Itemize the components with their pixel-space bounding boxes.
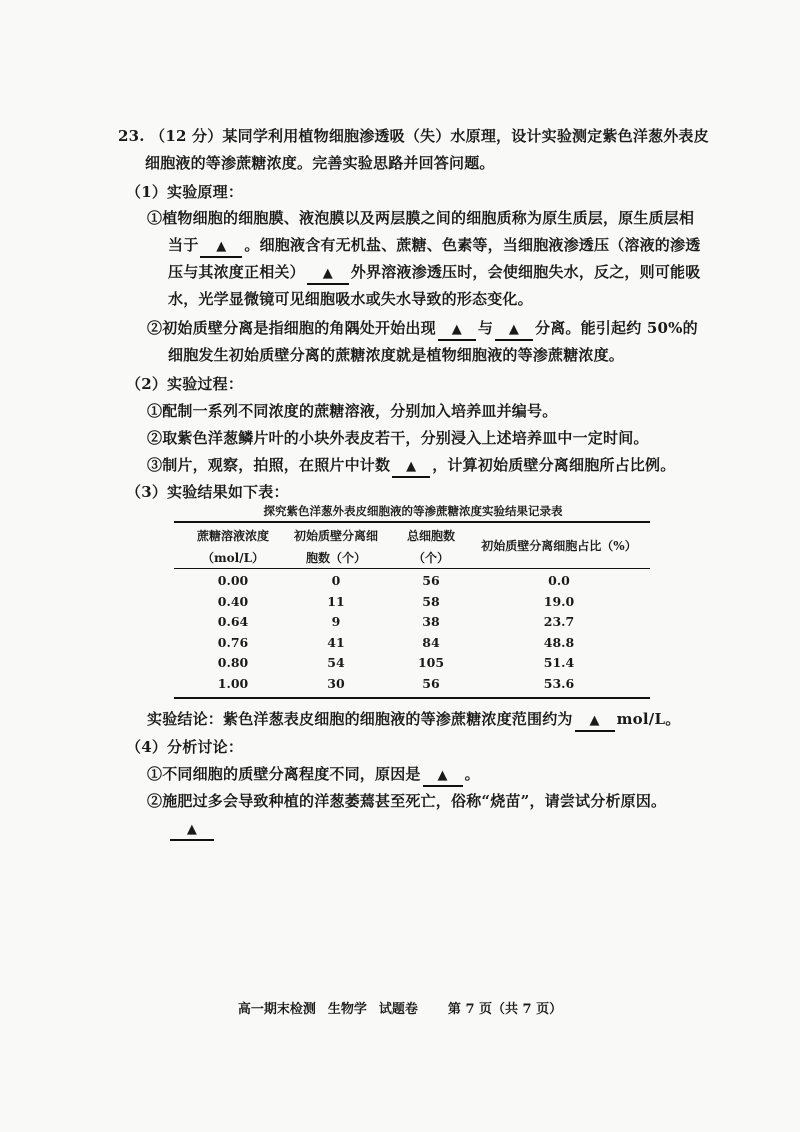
text-segment: 分离。能引起约 50%的 xyxy=(535,319,698,337)
table-header-concentration xyxy=(178,525,288,569)
part4-question1 xyxy=(147,764,480,787)
text-segment: 。 xyxy=(464,765,480,783)
text-segment: 。细胞液含有无机盐、蔗糖、色素等，当细胞液渗透压（溶液的渗透 xyxy=(244,236,701,254)
part4-question2: ②施肥过多会导致种植的洋葱萎蔫甚至死亡，俗称“烧苗”，请尝试分析原因。 xyxy=(147,792,667,810)
table-cell: 0.76 xyxy=(217,634,249,650)
table-cell: 9 xyxy=(331,614,341,629)
answer-blank-1[interactable] xyxy=(200,236,242,258)
part4-heading: （4）分析讨论： xyxy=(126,738,244,756)
header-line: 初始质壁分离细 xyxy=(293,529,378,543)
footer-subject: 生物学 xyxy=(327,1002,367,1017)
part2-step2: ②取紫色洋葱鳞片叶的小块外表皮若干，分别浸入上述培养皿中一定时间。 xyxy=(147,429,649,447)
part1-heading: （1）实验原理： xyxy=(126,183,244,201)
table-cell: 58 xyxy=(422,593,440,609)
answer-blank-4[interactable] xyxy=(495,319,533,341)
table-cell: 0 xyxy=(331,573,341,588)
table-cell: 11 xyxy=(327,593,345,609)
table-bottom-rule xyxy=(174,697,650,699)
triangle-icon: ▲ xyxy=(589,713,600,728)
part2-step3 xyxy=(147,455,675,478)
triangle-icon: ▲ xyxy=(451,322,462,337)
question-stem-line-1: 23. （12 分）某同学利用植物细胞渗透吸（失）水原理，设计实验测定紫色洋葱外表皮 xyxy=(118,127,709,145)
text-segment: mol/L。 xyxy=(616,710,681,728)
table-cell: 0.00 xyxy=(217,573,249,588)
table-cell: 38 xyxy=(422,614,440,629)
answer-blank-7[interactable] xyxy=(423,765,463,787)
table-top-rule xyxy=(174,521,650,523)
text-segment: 压与其浓度正相关） xyxy=(168,263,305,281)
header-line: 胞数（个） xyxy=(305,551,366,565)
triangle-icon: ▲ xyxy=(186,822,198,837)
triangle-icon: ▲ xyxy=(437,768,448,783)
page-footer xyxy=(0,998,800,1017)
part2-heading: （2）实验过程： xyxy=(126,375,244,393)
part3-conclusion xyxy=(147,709,680,732)
header-line: 蔗糖溶液浓度 xyxy=(196,529,269,543)
header-line: 总细胞数 xyxy=(406,529,455,543)
text-segment: ③制片，观察，拍照，在照片中计数 xyxy=(147,456,391,474)
triangle-icon: ▲ xyxy=(508,322,520,337)
header-line: （个） xyxy=(412,551,449,565)
answer-blank-6[interactable] xyxy=(575,710,615,732)
text-segment: 外界溶液渗透压时，会使细胞失水，反之，则可能吸 xyxy=(350,263,701,281)
table-header-rule xyxy=(174,568,650,569)
part1-principle2-line1 xyxy=(147,318,698,341)
answer-blank-3[interactable] xyxy=(438,319,476,341)
table-cell: 41 xyxy=(327,634,345,650)
table-cell: 30 xyxy=(327,675,345,691)
part1-principle1-line1: ①植物细胞的细胞膜、液泡膜以及两层膜之间的细胞质称为原生质层，原生质层相 xyxy=(147,209,695,227)
part2-step1: ①配制一系列不同浓度的蔗糖溶液，分别加入培养皿并编号。 xyxy=(147,402,558,420)
table-cell: 1.00 xyxy=(217,675,249,691)
footer-paper: 试题卷 xyxy=(378,1002,418,1017)
text-segment: ②初始质壁分离是指细胞的角隅处开始出现 xyxy=(147,319,436,337)
answer-blank-2[interactable] xyxy=(307,263,349,285)
table-cell: 56 xyxy=(422,675,440,691)
part3-heading: （3）实验结果如下表： xyxy=(126,483,289,501)
table-cell: 19.0 xyxy=(543,593,575,609)
text-segment: 与 xyxy=(477,319,494,337)
question-stem-line-2: 细胞液的等渗蔗糖浓度。完善实验思路并回答问题。 xyxy=(145,154,495,172)
part1-principle2-line2: 细胞发生初始质壁分离的蔗糖浓度就是植物细胞液的等渗蔗糖浓度。 xyxy=(168,346,625,364)
table-cell: 105 xyxy=(417,655,445,670)
footer-exam-name: 高一期末检测 xyxy=(237,1002,316,1017)
text-segment: 当于 xyxy=(168,236,199,254)
part4-answer-line xyxy=(168,818,216,841)
table-cell: 53.6 xyxy=(543,675,575,691)
text-segment: ①不同细胞的质壁分离程度不同，原因是 xyxy=(147,765,421,783)
table-title: 探究紫色洋葱外表皮细胞液的等渗蔗糖浓度实验结果记录表 xyxy=(263,504,563,518)
table-cell: 0.64 xyxy=(217,614,249,629)
table-header-percentage xyxy=(470,535,648,557)
table-cell: 51.4 xyxy=(543,655,575,670)
table-cell: 23.7 xyxy=(543,614,575,629)
header-line: 初始质壁分离细胞占比（%） xyxy=(481,539,637,553)
part1-principle1-line4: 水，光学显微镜可见细胞吸水或失水导致的形态变化。 xyxy=(168,290,533,308)
part1-principle1-line3 xyxy=(168,262,700,285)
triangle-icon: ▲ xyxy=(322,266,333,281)
table-cell: 48.8 xyxy=(543,634,575,650)
answer-blank-5[interactable] xyxy=(392,456,430,478)
table-header-total-count xyxy=(396,525,466,569)
table-cell: 84 xyxy=(422,634,440,650)
answer-blank-8[interactable] xyxy=(170,819,214,841)
table-cell: 0.40 xyxy=(217,593,249,609)
text-segment: 实验结论：紫色洋葱表皮细胞的细胞液的等渗蔗糖浓度范围约为 xyxy=(147,710,573,728)
triangle-icon: ▲ xyxy=(216,239,227,254)
footer-page-number: 第 7 页（共 7 页） xyxy=(447,1002,563,1017)
text-segment: ，计算初始质壁分离细胞所占比例。 xyxy=(432,456,676,474)
part1-principle1-line2 xyxy=(168,235,700,258)
table-cell: 56 xyxy=(422,573,440,588)
table-cell: 0.0 xyxy=(548,573,570,588)
triangle-icon: ▲ xyxy=(406,459,417,474)
header-line: （mol/L） xyxy=(201,551,265,565)
table-cell: 0.80 xyxy=(217,655,249,670)
table-cell: 54 xyxy=(327,655,345,670)
table-header-plasmolysis-count xyxy=(284,525,388,569)
